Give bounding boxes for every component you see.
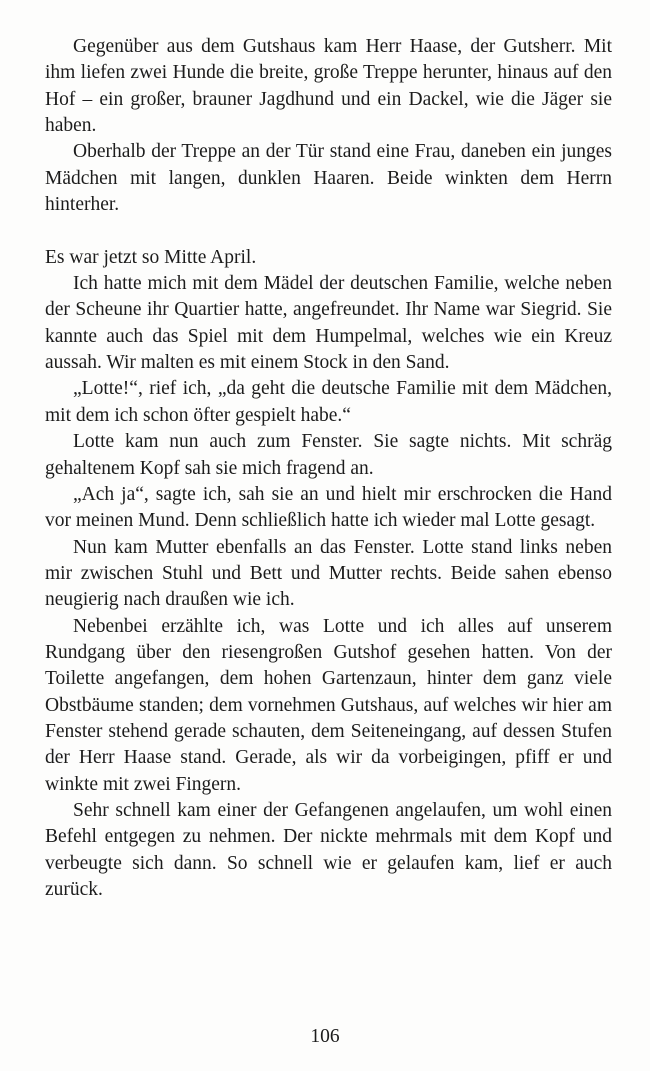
paragraph: Nebenbei erzählte ich, was Lotte und ich alles auf unserem Rundgang über den riesengroßen Gutshof gesehen hatten. Von der Toilette angefangen, dem hohen Gartenzaun, hinter dem ganz viele Obstbäume standen; dem vornehmen Gutshaus, auf welches wir hier am Fenster stehend gerade schauten, dem Seiteneingang, auf dessen Stufen der Herr Haase stand. Gerade, als wir da vorbeigingen, pfiff er und winkte mit zwei Fingern. (45, 615, 612, 795)
paragraph: „Ach ja“, sagte ich, sah sie an und hielt mir erschrocken die Hand vor meinen Mund. Denn schließlich hatte ich wieder mal Lotte gesagt. (45, 483, 612, 532)
paragraph: Gegenüber aus dem Gutshaus kam Herr Haase, der Gutsherr. Mit ihm liefen zwei Hunde die breite, große Treppe herunter, hinaus auf den Hof – ein großer, brauner Jagdhund und ein Dackel, wie die Jäger sie haben. (45, 36, 612, 137)
body-text (45, 34, 612, 903)
paragraph: „Lotte!“, rief ich, „da geht die deutsche Familie mit dem Mädchen, mit dem ich schon öfter gespielt habe.“ (45, 378, 612, 426)
page-number: 106 (310, 1026, 340, 1047)
paragraph: Ich hatte mich mit dem Mädel der deutschen Familie, welche neben der Scheune ihr Quartier hatte, angefreundet. Ihr Name war Siegrid. Sie kannte auch das Spiel mit dem Humpelmal, welches wie ein Kreuz aussah. Wir malten es mit einem Stock in den Sand. (45, 273, 612, 374)
paragraph: Nun kam Mutter ebenfalls an das Fenster. Lotte stand links neben mir zwischen Stuhl und Bett und Mutter rechts. Beide sahen ebenso neugierig nach draußen wie ich. (45, 536, 612, 611)
paragraph: Oberhalb der Treppe an der Tür stand eine Frau, daneben ein junges Mädchen mit langen, dunklen Haaren. Beide winkten dem Herrn hinterher. (45, 141, 612, 216)
paragraph: Sehr schnell kam einer der Gefangenen angelaufen, um wohl einen Befehl entgegen zu nehmen. Der nickte mehrmals mit dem Kopf und verbeugte sich dann. So schnell wie er gelaufen kam, lief er auch zurück. (45, 799, 612, 900)
paragraph: Es war jetzt so Mitte April. (45, 246, 257, 268)
paragraph: Lotte kam nun auch zum Fenster. Sie sagte nichts. Mit schräg gehaltenem Kopf sah sie mich fragend an. (45, 431, 612, 479)
section-break (45, 218, 612, 244)
